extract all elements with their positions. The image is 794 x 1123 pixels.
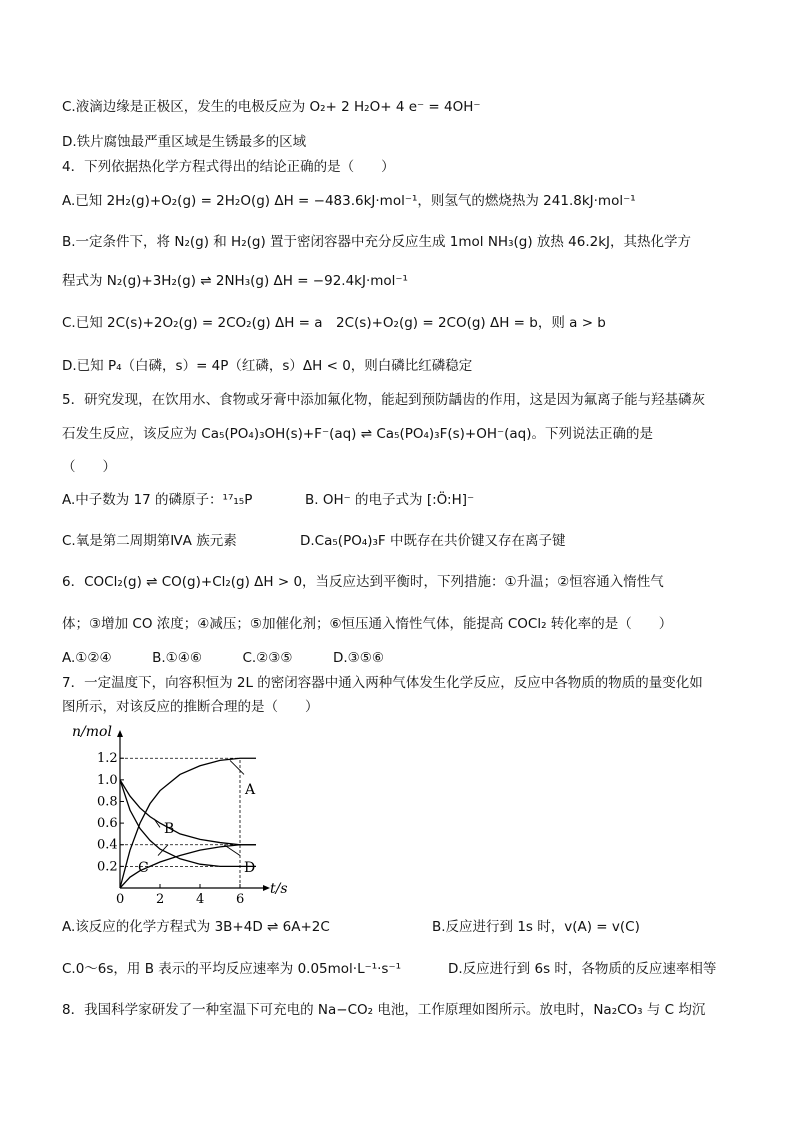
text-line: A.已知 2H₂(g)+O₂(g) = 2H₂O(g) ΔH = −483.6kJ·mol⁻¹，则氢气的燃烧热为 241.8kJ·mol⁻¹ bbox=[62, 193, 636, 209]
y-tick-label: 0.6 bbox=[97, 816, 118, 832]
line-chart bbox=[70, 722, 288, 907]
text-line: 6．COCl₂(g) ⇌ CO(g)+Cl₂(g) ΔH > 0，当反应达到平衡时，下列措施：①升温；②恒容通入惰性气 bbox=[62, 574, 664, 590]
y-tick-label: 0.8 bbox=[97, 794, 118, 810]
answer-option: A.中子数为 17 的磷原子：¹⁷₁₅P bbox=[62, 492, 253, 508]
series-C-leader bbox=[158, 845, 168, 856]
text-line: C.0～6s，用 B 表示的平均反应速率为 0.05mol·L⁻¹·s⁻¹ bbox=[62, 961, 401, 977]
text-line: D.铁片腐蚀最严重区域是生锈最多的区域 bbox=[62, 134, 307, 150]
text-line: 体；③增加 CO 浓度；④减压；⑤加催化剂；⑥恒压通入惰性气体，能提高 COCl₂ 转化率的是（ ） bbox=[62, 616, 673, 632]
y-axis-label: n/mol bbox=[72, 724, 112, 740]
answer-option: B.反应进行到 1s 时，v(A) = v(C) bbox=[432, 919, 640, 935]
y-tick-label: 0.4 bbox=[97, 837, 118, 853]
series-A-label: A bbox=[245, 782, 256, 799]
x-axis-arrow bbox=[263, 885, 270, 891]
series-D-label: D bbox=[244, 859, 256, 876]
x-tick-label: 2 bbox=[156, 892, 165, 907]
text-line: 程式为 N₂(g)+3H₂(g) ⇌ 2NH₃(g) ΔH = −92.4kJ·mol⁻¹ bbox=[62, 273, 408, 289]
text-line: 7．一定温度下，向容积恒为 2L 的密闭容器中通入两种气体发生化学反应，反应中各物质的物质的量变化如 bbox=[62, 675, 703, 691]
text-line: C.已知 2C(s)+2O₂(g) = 2CO₂(g) ΔH = a 2C(s)+O₂(g) = 2CO(g) ΔH = b，则 a > b bbox=[62, 315, 606, 331]
text-line: 图所示，对该反应的推断合理的是（ ） bbox=[62, 699, 319, 715]
series-D-leader bbox=[224, 845, 240, 856]
answer-option: B. OH⁻ 的电子式为 [:Ö:H]⁻ bbox=[305, 492, 475, 508]
x-axis-label: t/s bbox=[270, 881, 288, 897]
text-line: A.①②④ B.①④⑥ C.②③⑤ D.③⑤⑥ bbox=[62, 650, 384, 666]
text-line: 5．研究发现，在饮用水、食物或牙膏中添加氟化物，能起到预防龋齿的作用，这是因为氟离子能与羟基磷灰 bbox=[62, 392, 706, 408]
series-B-line bbox=[120, 780, 256, 845]
y-tick-label: 0.2 bbox=[97, 859, 118, 875]
text-line: D.已知 P₄（白磷，s）= 4P（红磷，s）ΔH < 0，则白磷比红磷稳定 bbox=[62, 358, 473, 374]
y-axis-arrow bbox=[117, 730, 123, 737]
answer-option: D.Ca₅(PO₄)₃F 中既存在共价键又存在离子键 bbox=[300, 533, 566, 549]
text-line: C.氧是第二周期第ⅣA 族元素 bbox=[62, 533, 237, 549]
text-line: 8．我国科学家研发了一种室温下可充电的 Na−CO₂ 电池，工作原理如图所示。放电时，Na₂CO₃ 与 C 均沉 bbox=[62, 1002, 706, 1018]
y-tick-label: 1.2 bbox=[97, 751, 118, 767]
text-line: B.一定条件下，将 N₂(g) 和 H₂(g) 置于密闭容器中充分反应生成 1mol NH₃(g) 放热 46.2kJ，其热化学方 bbox=[62, 234, 692, 250]
y-tick-label: 1.0 bbox=[97, 772, 118, 788]
x-tick-label: 4 bbox=[196, 892, 205, 907]
answer-option: D.反应进行到 6s 时，各物质的反应速率相等 bbox=[448, 961, 717, 977]
series-C-label: C bbox=[138, 859, 149, 876]
series-B-label: B bbox=[164, 820, 175, 837]
text-line: （ ） bbox=[62, 459, 116, 475]
series-A-leader bbox=[230, 760, 244, 774]
text-line: 4．下列依据热化学方程式得出的结论正确的是（ ） bbox=[62, 159, 395, 175]
text-line: C.液滴边缘是正极区，发生的电极反应为 O₂+ 2 H₂O+ 4 e⁻ = 4OH⁻ bbox=[62, 99, 481, 115]
x-tick-label: 6 bbox=[236, 892, 245, 907]
text-line: A.该反应的化学方程式为 3B+4D ⇌ 6A+2C bbox=[62, 919, 330, 935]
x-tick-label: 0 bbox=[116, 892, 125, 907]
text-line: 石发生反应，该反应为 Ca₅(PO₄)₃OH(s)+F⁻(aq) ⇌ Ca₅(PO₄)₃F(s)+OH⁻(aq)。下列说法正确的是 bbox=[62, 426, 654, 442]
